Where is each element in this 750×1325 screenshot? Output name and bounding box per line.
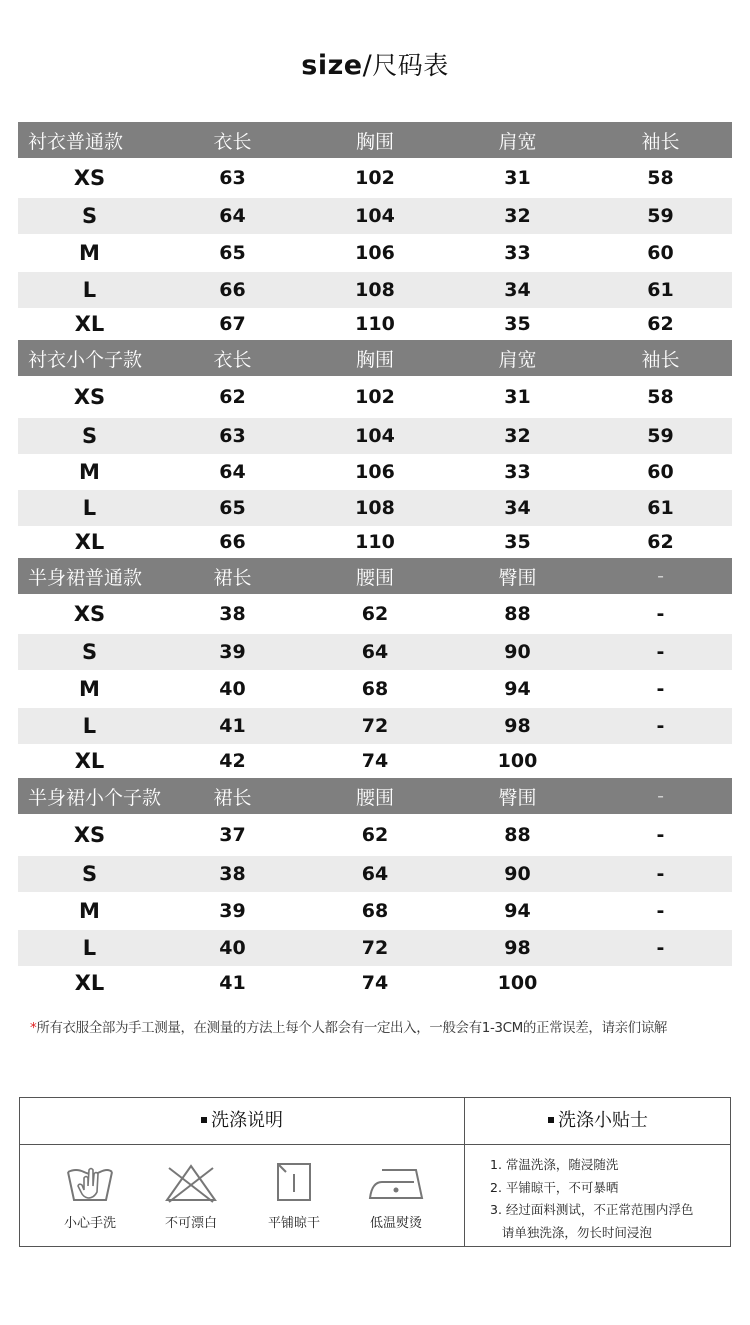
column-header: 袖长 — [641, 348, 680, 371]
care-right-title-text: 洗涤小贴士 — [558, 1110, 648, 1131]
size-label: S — [81, 640, 98, 664]
column-header: 腰围 — [355, 786, 394, 809]
table-cell: - — [656, 937, 665, 959]
table-row — [18, 272, 732, 308]
table-cell: 38 — [219, 863, 246, 885]
skirt-petite-section — [18, 778, 732, 1000]
table-cell: 106 — [355, 242, 395, 264]
measurement-note — [30, 1016, 667, 1036]
size-label: S — [81, 204, 98, 228]
table-cell: 31 — [504, 386, 531, 408]
table-cell: 64 — [219, 461, 246, 483]
table-cell: 108 — [355, 279, 395, 301]
tip-line: 2. 平铺晾干，不可暴晒 — [490, 1179, 619, 1195]
title-cn: 尺码表 — [372, 51, 449, 80]
table-cell: 66 — [219, 531, 246, 553]
size-label: XL — [74, 312, 105, 336]
note-text: 所有衣服全部为手工测量，在测量的方法上每个人都会有一定出入，一般会有1-3CM的正常误差，请亲们谅解 — [36, 1020, 667, 1036]
table-row — [18, 198, 732, 234]
table-cell: 39 — [219, 900, 246, 922]
flat-dry-icon — [272, 1160, 316, 1204]
table-cell: 74 — [361, 972, 389, 994]
size-label: XS — [73, 166, 106, 190]
table-cell: 94 — [504, 900, 531, 922]
page-title — [0, 46, 750, 82]
size-label: XL — [74, 530, 105, 554]
table-cell: 32 — [504, 425, 531, 447]
size-label: S — [81, 862, 98, 886]
table-cell: 68 — [361, 678, 389, 700]
table-cell: - — [656, 900, 665, 922]
table-cell: 110 — [355, 313, 395, 335]
table-cell: 31 — [504, 167, 531, 189]
table-cell: 66 — [219, 279, 246, 301]
bullet-icon — [201, 1117, 207, 1123]
size-label: L — [82, 714, 97, 738]
table-cell: 62 — [361, 824, 389, 846]
table-cell: 58 — [647, 167, 674, 189]
table-cell: 106 — [355, 461, 395, 483]
shirt-petite-section — [18, 340, 732, 558]
column-header: 腰围 — [355, 566, 394, 589]
table-header — [18, 778, 732, 814]
hand-wash-item — [40, 1160, 140, 1231]
table-cell: 88 — [504, 603, 531, 625]
table-cell: 94 — [504, 678, 531, 700]
table-cell: 61 — [647, 497, 674, 519]
size-label: XS — [73, 385, 106, 409]
table-cell: 90 — [504, 863, 531, 885]
table-row — [18, 234, 732, 272]
table-cell: - — [656, 863, 665, 885]
table-row — [18, 418, 732, 454]
table-cell: 62 — [361, 603, 389, 625]
size-label: M — [79, 241, 100, 265]
size-tables — [18, 122, 732, 1000]
table-row — [18, 158, 732, 198]
table-row — [18, 308, 732, 340]
table-cell: 63 — [219, 167, 246, 189]
table-cell: - — [656, 603, 665, 625]
table-cell: 74 — [361, 750, 389, 772]
column-header: 臀围 — [498, 786, 537, 809]
size-label: M — [79, 677, 100, 701]
table-cell: 41 — [219, 972, 246, 994]
table-cell: 64 — [219, 205, 246, 227]
flat-dry-item — [244, 1160, 344, 1231]
hand-wash-label: 小心手洗 — [63, 1216, 116, 1231]
table-cell: 65 — [219, 242, 246, 264]
table-cell: 37 — [219, 824, 246, 846]
table-row — [18, 856, 732, 892]
section-title: 半身裙小个子款 — [28, 786, 162, 809]
low-iron-icon — [366, 1160, 426, 1204]
size-label: M — [79, 899, 100, 923]
table-cell: 62 — [647, 313, 674, 335]
table-cell: 72 — [361, 937, 389, 959]
hand-wash-icon — [64, 1160, 116, 1204]
table-cell: 60 — [647, 242, 674, 264]
table-cell: 35 — [504, 531, 531, 553]
tip-line: 请单独洗涤，勿长时间浸泡 — [490, 1224, 652, 1240]
column-header: - — [657, 565, 664, 587]
table-cell: 35 — [504, 313, 531, 335]
table-cell: 64 — [361, 863, 389, 885]
table-cell: 33 — [504, 242, 531, 264]
table-row — [18, 930, 732, 966]
size-label: XL — [74, 749, 105, 773]
no-bleach-label: 不可漂白 — [164, 1216, 217, 1231]
table-cell: 102 — [355, 386, 395, 408]
table-header — [18, 340, 732, 376]
table-cell: 100 — [497, 750, 538, 772]
table-cell: 72 — [361, 715, 389, 737]
table-cell: 64 — [361, 641, 389, 663]
care-tips — [490, 1154, 726, 1244]
table-cell: - — [656, 641, 665, 663]
table-row — [18, 454, 732, 490]
care-right-title — [465, 1098, 731, 1144]
table-cell: 98 — [504, 937, 531, 959]
table-cell: 34 — [504, 497, 531, 519]
column-header: 衣长 — [213, 130, 252, 153]
low-iron-label: 低温熨烫 — [369, 1216, 422, 1231]
size-label: L — [82, 496, 97, 520]
column-header: 裙长 — [213, 566, 252, 589]
table-cell: 34 — [504, 279, 531, 301]
table-row — [18, 814, 732, 856]
bullet-icon — [548, 1117, 554, 1123]
size-label: L — [82, 936, 97, 960]
table-cell: 59 — [647, 205, 674, 227]
table-row — [18, 490, 732, 526]
table-cell: 90 — [504, 641, 531, 663]
column-header: 肩宽 — [498, 130, 537, 153]
table-cell: 58 — [647, 386, 674, 408]
table-row — [18, 892, 732, 930]
table-row — [18, 634, 732, 670]
column-header: 袖长 — [641, 130, 680, 153]
table-row — [18, 376, 732, 418]
title-en: size — [301, 50, 363, 81]
table-cell: 62 — [647, 531, 674, 553]
care-left-title-text: 洗涤说明 — [211, 1110, 283, 1131]
table-cell: 60 — [647, 461, 674, 483]
table-row — [18, 670, 732, 708]
table-cell: 108 — [355, 497, 395, 519]
table-cell: 40 — [219, 937, 246, 959]
column-header: 裙长 — [213, 786, 252, 809]
skirt-regular-section — [18, 558, 732, 778]
table-cell: 88 — [504, 824, 531, 846]
table-cell: 59 — [647, 425, 674, 447]
column-header: 胸围 — [355, 348, 394, 371]
section-title: 半身裙普通款 — [28, 566, 143, 589]
divider — [20, 1144, 730, 1145]
table-row — [18, 966, 732, 1000]
size-label: XS — [73, 823, 106, 847]
table-cell: 67 — [219, 313, 246, 335]
table-cell: 104 — [355, 205, 395, 227]
size-label: S — [81, 424, 98, 448]
title-slash: / — [362, 50, 373, 81]
tip-line: 3. 经过面料测试，不正常范围内浮色 — [490, 1202, 694, 1217]
table-cell: - — [656, 715, 665, 737]
table-cell: 98 — [504, 715, 531, 737]
table-cell: 65 — [219, 497, 246, 519]
column-header: 臀围 — [498, 566, 537, 589]
note-star: * — [30, 1020, 37, 1036]
table-cell: 40 — [219, 678, 246, 700]
size-label: M — [79, 460, 100, 484]
table-cell: 102 — [355, 167, 395, 189]
table-row — [18, 526, 732, 558]
table-cell: 104 — [355, 425, 395, 447]
table-cell: 42 — [219, 750, 246, 772]
table-cell: 32 — [504, 205, 531, 227]
table-cell: 100 — [497, 972, 538, 994]
table-row — [18, 708, 732, 744]
column-header: - — [657, 785, 664, 807]
table-cell: 61 — [647, 279, 674, 301]
table-cell: 63 — [219, 425, 246, 447]
low-iron-item — [346, 1160, 446, 1231]
table-cell: - — [656, 824, 665, 846]
column-header: 肩宽 — [498, 348, 537, 371]
section-title: 衬衣小个子款 — [28, 348, 143, 371]
size-label: XL — [74, 971, 105, 995]
care-left-title — [20, 1098, 464, 1144]
table-row — [18, 594, 732, 634]
no-bleach-item — [141, 1160, 241, 1231]
section-title: 衬衣普通款 — [28, 130, 124, 153]
size-label: XS — [73, 602, 106, 626]
table-cell: 33 — [504, 461, 531, 483]
table-cell: 62 — [219, 386, 246, 408]
table-header — [18, 558, 732, 594]
column-header: 胸围 — [355, 130, 394, 153]
table-header — [18, 122, 732, 158]
table-cell: 41 — [219, 715, 246, 737]
no-bleach-icon — [163, 1160, 219, 1204]
flat-dry-label: 平铺晾干 — [267, 1216, 320, 1231]
table-cell: - — [656, 678, 665, 700]
table-cell: 39 — [219, 641, 246, 663]
table-cell: 38 — [219, 603, 246, 625]
shirt-regular-section — [18, 122, 732, 340]
tip-line: 1. 常温洗涤，随浸随洗 — [490, 1157, 619, 1172]
size-label: L — [82, 278, 97, 302]
table-cell: 68 — [361, 900, 389, 922]
column-header: 衣长 — [213, 348, 252, 371]
table-row — [18, 744, 732, 778]
table-cell: 110 — [355, 531, 395, 553]
